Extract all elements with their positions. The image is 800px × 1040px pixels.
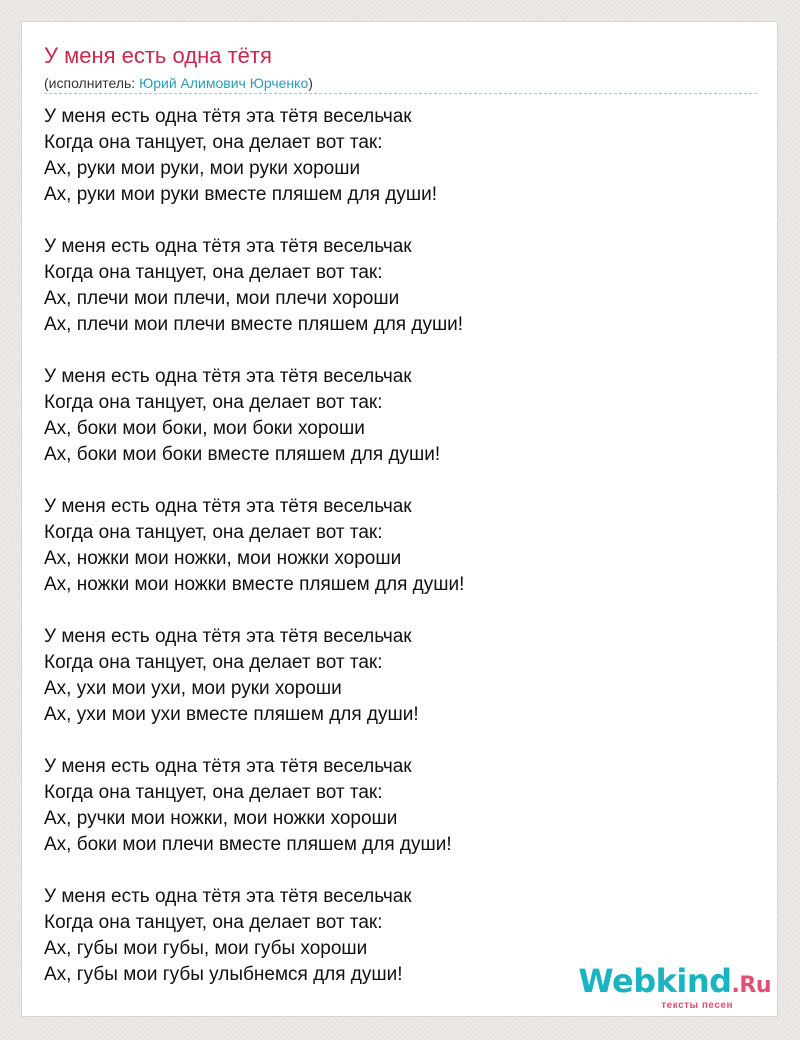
lyric-line: Когда она танцует, она делает вот так: — [44, 652, 383, 673]
lyric-line: Когда она танцует, она делает вот так: — [44, 392, 383, 413]
artist-link[interactable]: Юрий Алимович Юрченко — [139, 75, 309, 91]
lyric-line: Ах, плечи мои плечи, мои плечи хороши — [44, 288, 400, 309]
webkind-logo — [578, 964, 771, 1003]
lyric-line: У меня есть одна тётя эта тётя весельчак — [44, 366, 412, 387]
lyric-line: Ах, боки мои боки вместе пляшем для души! — [44, 444, 441, 465]
title-divider — [44, 93, 757, 94]
lyric-line: У меня есть одна тётя эта тётя весельчак — [44, 236, 412, 257]
lyric-line: Ах, ручки мои ножки, мои ножки хороши — [44, 808, 398, 829]
lyrics-body — [44, 104, 757, 1014]
lyric-line: У меня есть одна тётя эта тётя весельчак — [44, 886, 412, 907]
lyric-line: Когда она танцует, она делает вот так: — [44, 912, 383, 933]
stanza — [44, 104, 757, 208]
artist-line — [44, 74, 313, 92]
song-title: У меня есть одна тётя — [44, 43, 272, 68]
site-watermark — [578, 964, 771, 1012]
lyric-line: Когда она танцует, она делает вот так: — [44, 782, 383, 803]
lyric-line: Ах, губы мои губы, мои губы хороши — [44, 938, 368, 959]
stanza — [44, 494, 757, 598]
lyric-line: Ах, плечи мои плечи вместе пляшем для души! — [44, 314, 464, 335]
lyric-line: Ах, боки мои плечи вместе пляшем для души! — [44, 834, 452, 855]
lyric-line: Когда она танцует, она делает вот так: — [44, 522, 383, 543]
lyric-line: Ах, боки мои боки, мои боки хороши — [44, 418, 365, 439]
lyric-line: Когда она танцует, она делает вот так: — [44, 262, 383, 283]
stanza — [44, 364, 757, 468]
lyric-line: Ах, ножки мои ножки, мои ножки хороши — [44, 548, 402, 569]
lyric-line: У меня есть одна тётя эта тётя весельчак — [44, 496, 412, 517]
lyric-line: У меня есть одна тётя эта тётя весельчак — [44, 756, 412, 777]
lyric-line: Ах, ухи мои ухи вместе пляшем для души! — [44, 704, 419, 725]
lyrics-card — [21, 21, 778, 1017]
lyric-line: Когда она танцует, она делает вот так: — [44, 132, 383, 153]
logo-brand: Webkind — [578, 962, 732, 1000]
artist-suffix: ) — [308, 75, 313, 91]
lyric-line: У меня есть одна тётя эта тётя весельчак — [44, 106, 412, 127]
logo-tld: .Ru — [731, 973, 771, 998]
stanza — [44, 624, 757, 728]
lyric-line: Ах, руки мои руки вместе пляшем для души! — [44, 184, 437, 205]
lyric-line: Ах, ухи мои ухи, мои руки хороши — [44, 678, 342, 699]
stanza — [44, 234, 757, 338]
artist-prefix: (исполнитель: — [44, 75, 140, 91]
stanza — [44, 754, 757, 858]
lyric-line: Ах, ножки мои ножки вместе пляшем для души! — [44, 574, 465, 595]
logo-subtitle: тексты песен — [661, 1000, 733, 1011]
lyric-line: У меня есть одна тётя эта тётя весельчак — [44, 626, 412, 647]
lyric-line: Ах, губы мои губы улыбнемся для души! — [44, 964, 403, 985]
lyric-line: Ах, руки мои руки, мои руки хороши — [44, 158, 361, 179]
